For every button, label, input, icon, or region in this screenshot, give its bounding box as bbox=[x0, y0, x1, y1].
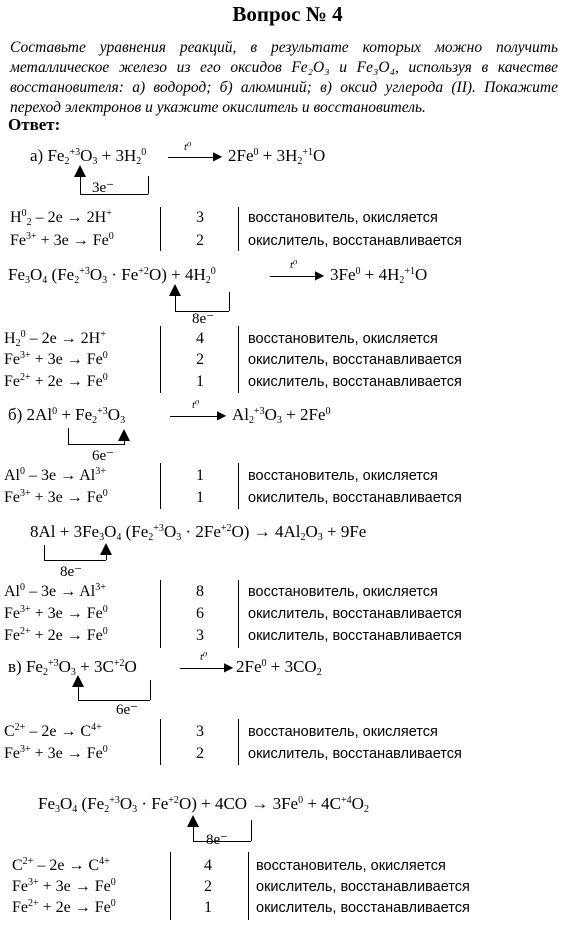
role-text: окислитель, восстанавливается bbox=[248, 374, 462, 390]
coefficient: 6 bbox=[196, 605, 204, 622]
coefficient: 2 bbox=[196, 351, 204, 368]
role-text: окислитель, восстанавливается bbox=[248, 352, 462, 368]
half-reaction: $Al^0 - 3e \to Al^{3+}$ bbox=[4, 582, 106, 600]
half-reaction: $Fe^{2+} + 2e \to Fe^0$ bbox=[12, 898, 116, 916]
role-text: восстановитель, окисляется bbox=[248, 724, 438, 740]
reaction-a2: $Fe_3O_4$ $(Fe_2^{+3}O_3 \cdot Fe^{+2}O) + 4H_2^0$ bbox=[8, 265, 216, 286]
table-divider bbox=[238, 463, 239, 509]
electrons-label: 8e⁻ bbox=[60, 564, 83, 580]
coefficient: 1 bbox=[196, 373, 204, 390]
electrons-label: 6e⁻ bbox=[92, 448, 115, 464]
role-text: окислитель, восстанавливается bbox=[248, 746, 462, 762]
transfer-line bbox=[148, 176, 149, 194]
half-reaction: $Fe^{3+} + 3e \to Fe^0$ bbox=[4, 744, 108, 762]
half-reaction: $Fe^{3+} + 3e \to Fe^0$ bbox=[10, 231, 114, 249]
electron-arrow-icon bbox=[187, 815, 199, 827]
reaction-a2-products: $3Fe^0 + 4H_2^{+1}O$ bbox=[330, 265, 428, 286]
role-text: окислитель, восстанавливается bbox=[256, 879, 470, 895]
role-text: окислитель, восстанавливается bbox=[248, 628, 462, 644]
table-divider bbox=[238, 207, 239, 251]
role-text: восстановитель, окисляется bbox=[248, 584, 438, 600]
role-text: восстановитель, окисляется bbox=[248, 331, 438, 347]
coefficient: 1 bbox=[196, 467, 204, 484]
half-reaction: $Fe^{3+} + 3e \to Fe^0$ bbox=[4, 604, 108, 622]
transfer-line bbox=[124, 441, 125, 445]
answer-label: Ответ: bbox=[8, 115, 61, 134]
reaction-c1: в) $Fe_2^{+3}O_3 + 3C^{+2}O$ bbox=[8, 657, 137, 678]
reaction-b1-products: $Al_2^{+3}O_3 + 2Fe^0$ bbox=[232, 405, 331, 426]
reaction-c2: $Fe_3O_4$ $(Fe_2^{+3}O_3 \cdot Fe^{+2}O) + 4CO \to 3Fe^0 + 4C^{+4}O_2$ bbox=[38, 794, 369, 815]
half-reaction: $Fe^{3+} + 3e \to Fe^0$ bbox=[12, 877, 116, 895]
coefficient: 3 bbox=[196, 209, 204, 226]
transfer-line bbox=[106, 555, 107, 560]
role-text: окислитель, восстанавливается bbox=[248, 490, 462, 506]
role-text: окислитель, восстанавливается bbox=[256, 900, 470, 916]
half-reaction: $Fe^{2+} + 2e \to Fe^0$ bbox=[4, 626, 108, 644]
condition-label: t⁰ bbox=[192, 399, 200, 411]
electron-arrow-icon bbox=[169, 284, 181, 296]
electrons-label: 6e⁻ bbox=[116, 702, 139, 718]
arrow-head: ▶ bbox=[224, 660, 234, 674]
reaction-b2: $8Al + 3Fe_3O_4$ $(Fe_2^{+3}O_3 \cdot 2Fe^{+2}O) \to 4Al_2O_3 + 9Fe$ bbox=[30, 522, 367, 543]
transfer-line bbox=[229, 292, 230, 311]
table-divider bbox=[248, 852, 249, 920]
condition-label: t⁰ bbox=[290, 259, 298, 271]
role-text: восстановитель, окисляется bbox=[248, 468, 438, 484]
transfer-line bbox=[80, 177, 81, 194]
table-divider bbox=[160, 326, 161, 393]
half-reaction: $Fe^{3+} + 3e \to Fe^0$ bbox=[4, 350, 108, 368]
reaction-a1: а) $Fe_2^{+3}O_3 + 3H_2^0$ bbox=[30, 146, 147, 167]
coefficient: 2 bbox=[196, 232, 204, 249]
table-divider bbox=[238, 719, 239, 765]
coefficient: 1 bbox=[196, 489, 204, 506]
arrow-head: ▶ bbox=[217, 408, 227, 422]
electrons-label: 8e⁻ bbox=[206, 832, 229, 848]
coefficient: 8 bbox=[196, 583, 204, 600]
role-text: восстановитель, окисляется bbox=[256, 858, 446, 874]
page-title: Вопрос № 4 bbox=[232, 2, 343, 26]
table-divider bbox=[160, 463, 161, 509]
role-text: окислитель, восстанавливается bbox=[248, 606, 462, 622]
transfer-line bbox=[78, 687, 79, 700]
half-reaction: $C^{2+} - 2e \to C^{4+}$ bbox=[12, 856, 110, 874]
reaction-arrow bbox=[180, 668, 230, 669]
transfer-line bbox=[68, 444, 124, 445]
electron-arrow-icon bbox=[74, 165, 86, 177]
transfer-line bbox=[68, 428, 69, 444]
coefficient: 4 bbox=[204, 857, 212, 874]
table-divider bbox=[238, 326, 239, 393]
half-reaction: $H^0_2 - 2e \to 2H^+$ bbox=[10, 208, 112, 228]
electrons-label: 3e⁻ bbox=[92, 180, 115, 196]
half-reaction: $Al^0 - 3e \to Al^{3+}$ bbox=[4, 466, 106, 484]
electron-arrow-icon bbox=[118, 429, 130, 441]
coefficient: 4 bbox=[196, 330, 204, 347]
coefficient: 2 bbox=[196, 745, 204, 762]
coefficient: 3 bbox=[196, 723, 204, 740]
half-reaction: $C^{2+} - 2e \to C^{4+}$ bbox=[4, 722, 102, 740]
table-divider bbox=[170, 852, 171, 920]
table-divider bbox=[160, 580, 161, 648]
reaction-arrow bbox=[170, 416, 224, 417]
table-divider bbox=[160, 207, 161, 251]
transfer-line bbox=[78, 700, 150, 701]
role-text: окислитель, восстанавливается bbox=[248, 233, 462, 249]
coefficient: 2 bbox=[204, 878, 212, 895]
reaction-b1: б) $2Al^0 + Fe_2^{+3}O_3$ bbox=[8, 405, 126, 426]
transfer-line bbox=[44, 545, 45, 560]
table-divider bbox=[160, 719, 161, 765]
half-reaction: $Fe^{2+} + 2e \to Fe^0$ bbox=[4, 372, 108, 390]
half-reaction: $Fe^{3+} + 3e \to Fe^0$ bbox=[4, 488, 108, 506]
arrow-head: ▶ bbox=[315, 268, 325, 282]
transfer-line bbox=[44, 560, 106, 561]
condition-label: t⁰ bbox=[200, 651, 208, 663]
transfer-line bbox=[251, 820, 252, 841]
arrow-head: ▶ bbox=[213, 149, 223, 163]
transfer-line bbox=[175, 296, 176, 311]
half-reaction: $H_2^0 - 2e \to 2H^+$ bbox=[4, 329, 106, 349]
transfer-line bbox=[150, 680, 151, 700]
table-divider bbox=[238, 580, 239, 648]
condition-label: t⁰ bbox=[184, 141, 192, 153]
coefficient: 3 bbox=[196, 627, 204, 644]
electron-arrow-icon bbox=[72, 675, 84, 687]
reaction-a1-products: $2Fe^0 + 3H_2^{+1}O$ bbox=[228, 146, 326, 167]
transfer-line bbox=[193, 827, 194, 841]
electrons-label: 8e⁻ bbox=[192, 311, 215, 327]
coefficient: 1 bbox=[204, 899, 212, 916]
electron-arrow-icon bbox=[100, 543, 112, 555]
reaction-c1-products: $2Fe^0 + 3CO_2$ bbox=[236, 657, 322, 678]
role-text: восстановитель, окисляется bbox=[248, 210, 438, 226]
task-text: Составьте уравнения реакций, в результате которых можно получить металлическое железо из его оксидов Fe₂O₃ и Fe₃O₄, используя в качестве восстановителя: а) водород; б) алюминий; в) оксид углерода (II). Покажите переход электронов и укажите окислитель и восстановитель. bbox=[10, 39, 558, 116]
